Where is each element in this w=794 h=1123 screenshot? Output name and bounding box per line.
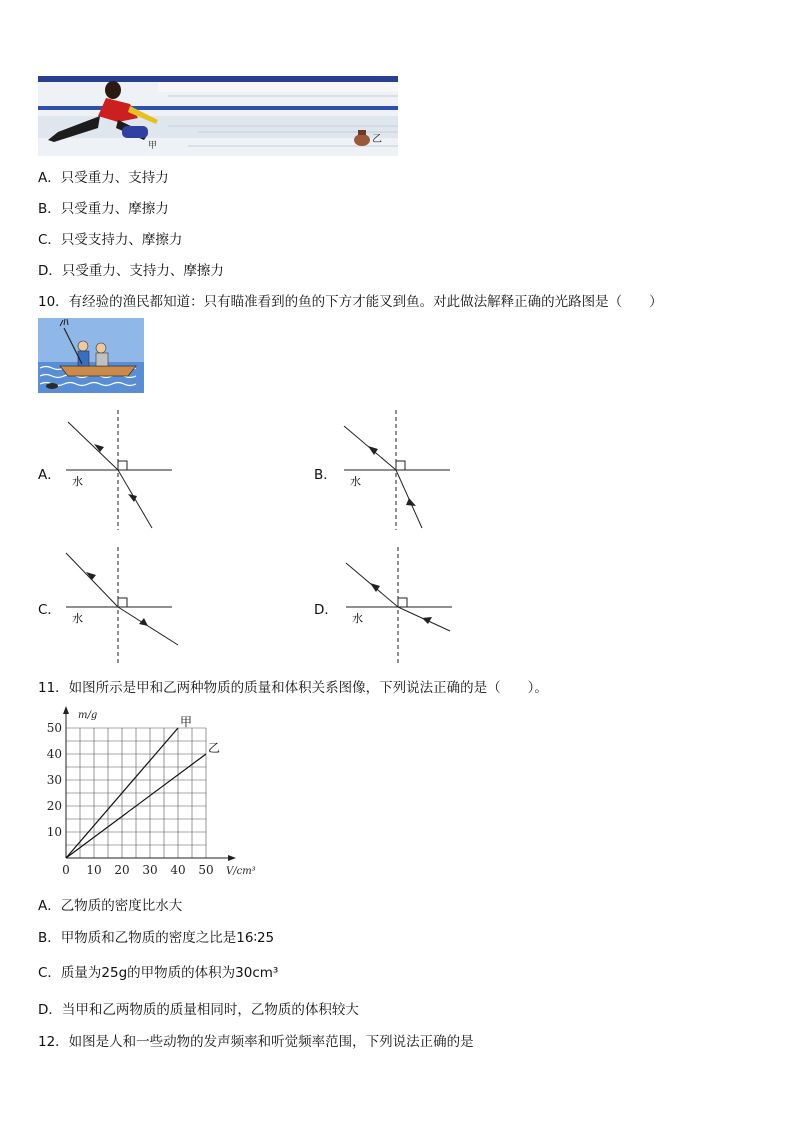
q11-mass-volume-chart <box>36 704 276 886</box>
q10-diagram-a <box>60 408 180 532</box>
q10-diagram-d <box>340 545 464 665</box>
photo-label-jia: 甲 <box>148 141 158 151</box>
water-label-c: 水 <box>72 612 83 625</box>
x-tick-label: 40 <box>170 863 186 877</box>
x-tick-label: 0 <box>62 863 70 877</box>
y-tick-label: 30 <box>46 773 62 787</box>
q10-letter-c: C． <box>38 602 61 618</box>
q9-option-c: C．只受支持力、摩擦力 <box>38 232 183 248</box>
q11-stem: 11．如图所示是甲和乙两种物质的质量和体积关系图像，下列说法正确的是（ ）。 <box>38 680 548 696</box>
q10-stem: 10．有经验的渔民都知道：只有瞄准看到的鱼的下方才能叉到鱼。对此做法解释正确的光路图是（ ） <box>38 294 663 310</box>
q10-letter-a: A． <box>38 467 61 483</box>
y-tick-label: 50 <box>46 721 62 735</box>
x-axis-arrow <box>228 855 236 861</box>
q9-option-d: D．只受重力、支持力、摩擦力 <box>38 263 224 279</box>
series-label-yi: 乙 <box>208 741 221 755</box>
q10-diagram-c <box>60 545 184 665</box>
q10-letter-d: D． <box>314 602 338 618</box>
y-tick-label: 20 <box>46 799 62 813</box>
x-tick-label: 10 <box>86 863 102 877</box>
q11-option-a: A．乙物质的密度比水大 <box>38 898 183 914</box>
water-label-d: 水 <box>352 612 363 625</box>
q10-letter-b: B． <box>314 467 337 483</box>
q11-option-c: C．质量为25g的甲物质的体积为30cm³ <box>38 965 279 981</box>
q11-option-b: B．甲物质和乙物质的密度之比是16∶25 <box>38 930 275 946</box>
q11-option-d: D．当甲和乙两物质的质量相同时，乙物质的体积较大 <box>38 1002 359 1018</box>
water-label-b: 水 <box>350 475 361 488</box>
water-label-a: 水 <box>72 475 83 488</box>
q9-option-b: B．只受重力、摩擦力 <box>38 201 169 217</box>
series-label-jia: 甲 <box>180 715 193 729</box>
x-tick-label: 20 <box>114 863 130 877</box>
y-axis-arrow <box>63 706 69 714</box>
x-axis-label: V/cm³ <box>226 866 256 877</box>
photo-label-yi: 乙 <box>372 134 382 145</box>
curling-photo <box>38 76 398 156</box>
y-tick-label: 40 <box>46 747 62 761</box>
x-tick-label: 50 <box>198 863 214 877</box>
q10-diagram-b <box>338 408 458 532</box>
fisherman-illustration <box>38 318 144 393</box>
y-tick-label: 10 <box>46 825 62 839</box>
q9-option-a: A．只受重力、支持力 <box>38 170 169 186</box>
q12-stem: 12．如图是人和一些动物的发声频率和听觉频率范围，下列说法正确的是 <box>38 1034 474 1050</box>
y-axis-label: m/g <box>78 710 98 721</box>
x-tick-label: 30 <box>142 863 158 877</box>
